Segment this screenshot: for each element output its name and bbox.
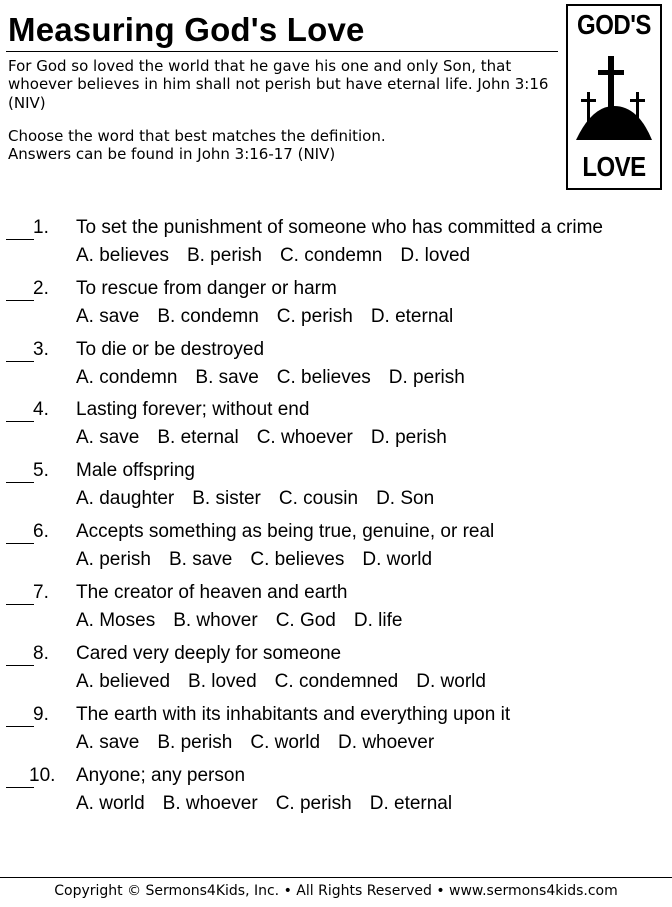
scripture-verse: For God so loved the world that he gave his one and only Son, that whoever believes in him shall not perish but have eternal life. John 3:16 (NIV)	[8, 57, 549, 112]
question-text: To rescue from danger or harm	[76, 278, 337, 299]
answer-blank[interactable]	[6, 482, 34, 483]
question-item	[0, 273, 672, 333]
question-item	[0, 394, 672, 454]
question-number: 2.	[33, 278, 49, 299]
choice-b: B. save	[195, 367, 259, 388]
choice-c: C. condemned	[274, 671, 399, 692]
choice-d: D. Son	[376, 488, 435, 509]
choice-b: B. save	[168, 549, 233, 570]
choice-b: B. perish	[186, 245, 262, 266]
question-text: The earth with its inhabitants and everything upon it	[76, 704, 511, 725]
question-item	[0, 516, 672, 576]
answer-choices	[76, 426, 465, 450]
choice-d: D. world	[416, 671, 486, 692]
logo-bottom-text: LOVE	[582, 151, 646, 183]
choice-c: C. perish	[275, 793, 352, 814]
choice-c: C. whoever	[256, 427, 353, 448]
logo-top-text: GOD'S	[577, 9, 651, 41]
choice-a: A. save	[76, 306, 140, 327]
answer-blank[interactable]	[6, 421, 34, 422]
question-item	[0, 334, 672, 394]
question-item	[0, 577, 672, 637]
question-number: 10.	[29, 765, 56, 786]
choice-b: B. perish	[157, 732, 233, 753]
choice-a: A. condemn	[76, 367, 178, 388]
question-text: Male offspring	[76, 460, 195, 481]
question-text: Anyone; any person	[76, 765, 246, 786]
choice-d: D. world	[362, 549, 433, 570]
page-title: Measuring God's Love	[8, 11, 365, 48]
choice-c: C. believes	[276, 367, 371, 388]
question-number: 3.	[33, 339, 49, 360]
question-text: Accepts something as being true, genuine, or real	[76, 521, 495, 542]
choice-a: A. daughter	[76, 488, 175, 509]
title-divider	[6, 51, 558, 52]
copyright-footer: Copyright © Sermons4Kids, Inc. • All Rights Reserved • www.sermons4kids.com	[54, 883, 618, 899]
choice-b: B. eternal	[157, 427, 239, 448]
answer-blank[interactable]	[6, 665, 34, 666]
choice-d: D. eternal	[370, 306, 454, 327]
question-number: 7.	[33, 582, 49, 603]
answer-choices	[76, 731, 452, 755]
choice-d: D. life	[353, 610, 403, 631]
choice-a: A. believes	[76, 245, 169, 266]
choice-a: A. perish	[76, 549, 151, 570]
answer-choices	[76, 305, 471, 329]
question-item	[0, 760, 672, 820]
answer-choices	[76, 792, 470, 816]
instructions-line-1: Choose the word that best matches the definition.	[8, 127, 386, 145]
choice-a: A. Moses	[76, 610, 156, 631]
choice-c: C. cousin	[278, 488, 359, 509]
footer-divider	[0, 877, 672, 878]
question-number: 9.	[33, 704, 49, 725]
answer-choices	[76, 548, 450, 572]
answer-blank[interactable]	[6, 726, 34, 727]
choice-d: D. perish	[388, 367, 465, 388]
answer-choices	[76, 670, 504, 694]
question-item	[0, 699, 672, 759]
question-number: 4.	[33, 399, 49, 420]
choice-d: D. whoever	[338, 732, 435, 753]
choice-c: C. condemn	[279, 245, 383, 266]
choice-a: A. save	[76, 732, 140, 753]
question-text: Cared very deeply for someone	[76, 643, 342, 664]
gods-love-logo	[566, 4, 662, 190]
question-number: 6.	[33, 521, 49, 542]
choice-d: D. perish	[370, 427, 447, 448]
instructions	[8, 127, 560, 164]
question-number: 1.	[33, 217, 49, 238]
question-item	[0, 212, 672, 272]
choice-a: A. world	[76, 793, 145, 814]
choice-b: B. whoever	[162, 793, 258, 814]
answer-blank[interactable]	[6, 300, 34, 301]
question-number: 5.	[33, 460, 49, 481]
choice-c: C. perish	[276, 306, 353, 327]
answer-blank[interactable]	[6, 543, 34, 544]
instructions-line-2: Answers can be found in John 3:16-17 (NIV)	[8, 145, 336, 164]
crosses-on-hill-icon	[572, 48, 656, 148]
choice-c: C. believes	[250, 549, 345, 570]
question-text: The creator of heaven and earth	[76, 582, 348, 603]
choice-b: B. whover	[173, 610, 258, 631]
question-item	[0, 638, 672, 698]
choice-a: A. believed	[76, 671, 171, 692]
question-text: Lasting forever; without end	[76, 399, 310, 420]
choice-b: B. sister	[192, 488, 261, 509]
choice-b: B. condemn	[157, 306, 259, 327]
answer-choices	[76, 609, 420, 633]
choice-c: C. God	[275, 610, 336, 631]
answer-blank[interactable]	[6, 361, 34, 362]
question-item	[0, 455, 672, 515]
question-text: To die or be destroyed	[76, 339, 265, 360]
choice-b: B. loved	[188, 671, 257, 692]
choice-d: D. eternal	[369, 793, 453, 814]
answer-choices	[76, 244, 488, 268]
question-number: 8.	[33, 643, 49, 664]
answer-choices	[76, 366, 483, 390]
answer-choices	[76, 487, 452, 511]
answer-blank[interactable]	[6, 604, 34, 605]
choice-a: A. save	[76, 427, 140, 448]
question-text: To set the punishment of someone who has committed a crime	[76, 217, 603, 238]
choice-d: D. loved	[400, 245, 471, 266]
choice-c: C. world	[250, 732, 321, 753]
answer-blank[interactable]	[6, 239, 34, 240]
